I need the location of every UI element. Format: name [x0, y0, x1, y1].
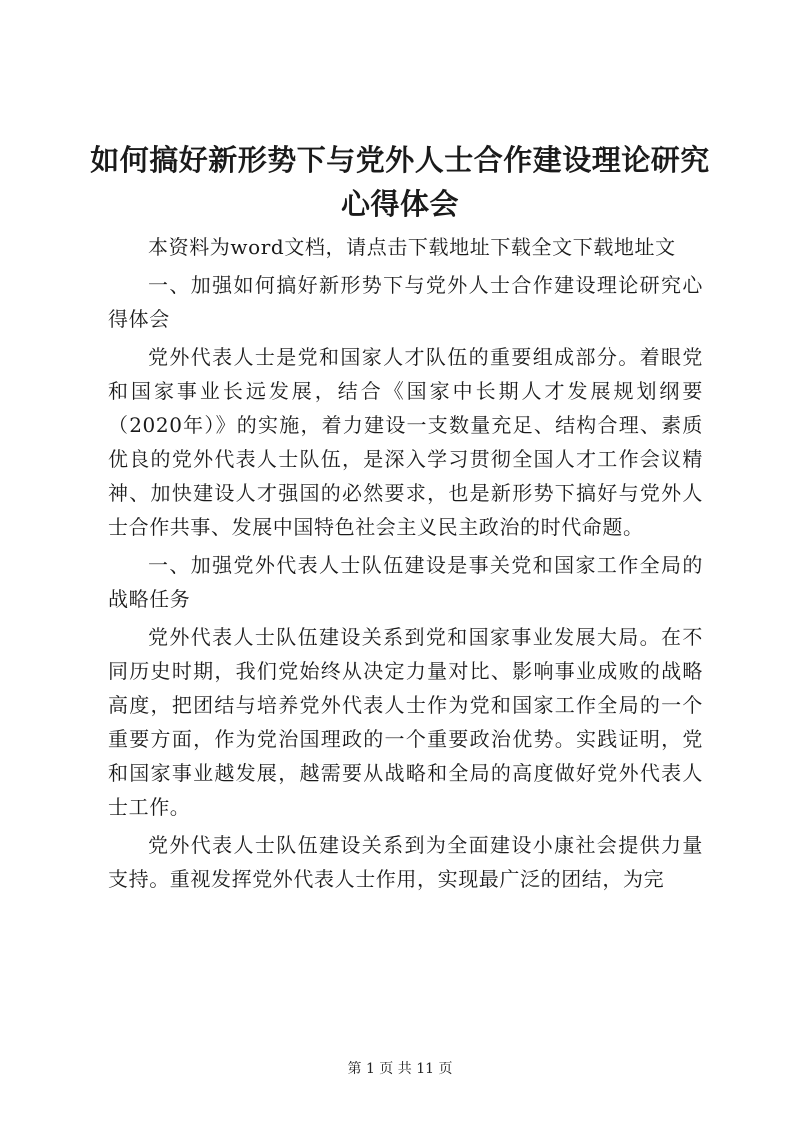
paragraph-overview: 党外代表人士是党和国家人才队伍的重要组成部分。着眼党和国家事业长远发展，结合《国家中长期人才发展规划纲要（2020年）》的实施，着力建设一支数量充足、结构合理、素质优良的党外代表人士队伍，是深入学习贯彻全国人才工作会议精神、加快建设人才强国的必然要求，也是新形势下搞好与党外人士合作共事、发展中国特色社会主义民主政治的时代命题。 [108, 345, 703, 539]
paragraph-section-heading: 一、加强党外代表人士队伍建设是事关党和国家工作全局的战略任务 [108, 553, 703, 611]
page-number-footer: 第 1 页 共 11 页 [347, 1061, 453, 1077]
paragraph-xiaokang-support: 党外代表人士队伍建设关系到为全面建设小康社会提供力量支持。重视发挥党外代表人士作用，实现最广泛的团结，为完 [108, 833, 703, 891]
paragraph-heading-intro: 一、加强如何搞好新形势下与党外人士合作建设理论研究心得体会 [108, 273, 703, 331]
document-body [108, 230, 703, 900]
paragraph-download-note: 本资料为word文档，请点击下载地址下载全文下载地址文 [148, 235, 676, 259]
paragraph-strategic-importance: 党外代表人士队伍建设关系到党和国家事业发展大局。在不同历史时期，我们党始终从决定力量对比、影响事业成败的战略高度，把团结与培养党外代表人士作为党和国家工作全局的一个重要方面，作为党治国理政的一个重要政治优势。实践证明，党和国家事业越发展，越需要从战略和全局的高度做好党外代表人士工作。 [108, 625, 703, 819]
document-title: 如何搞好新形势下与党外人士合作建设理论研究心得体会 [90, 143, 710, 221]
